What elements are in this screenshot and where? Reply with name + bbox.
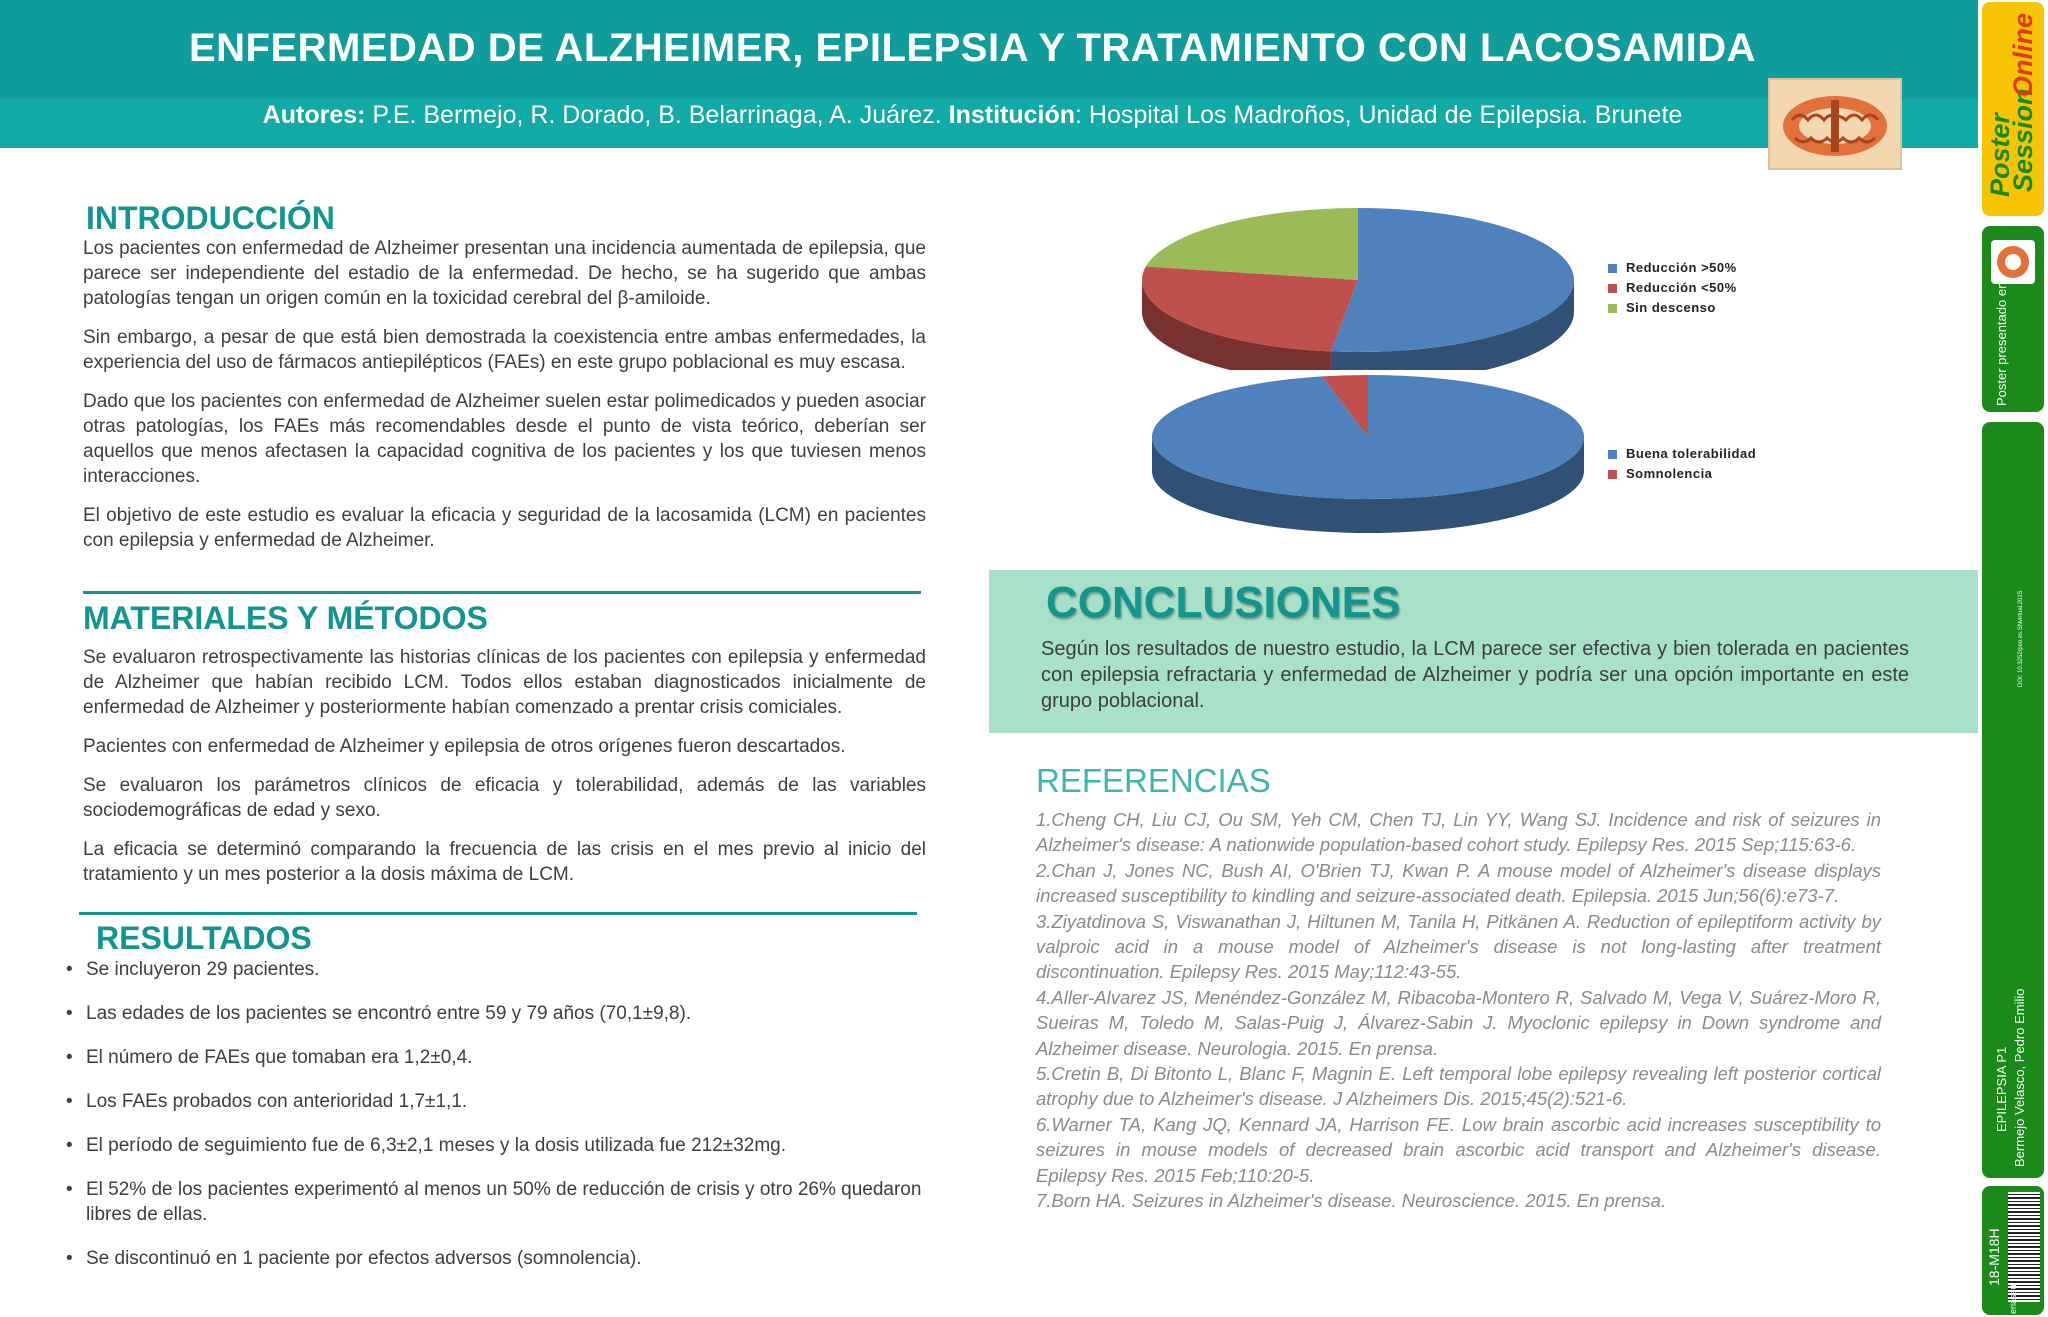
info-panel: [1982, 422, 2044, 1178]
authors-line: [0, 101, 1945, 130]
result-item: • El 52% de los pacientes experimentó al menos un 50% de reducción de crisis y otro 26% quedaron libres de ellas.: [66, 1177, 926, 1227]
pie-efficacy-legend: [1608, 258, 1737, 318]
legend-label: Reducción <50%: [1626, 280, 1737, 295]
legend-item: [1608, 444, 1756, 464]
methods-paragraph: La eficacia se determinó comparando la frecuencia de las crisis en el mes previo al inicio del tratamiento y un mes posterior a la dosis máxima de LCM.: [83, 839, 926, 885]
poster-code: 18-M18H: [1986, 1228, 2002, 1286]
brand-text-poster: Poster: [1985, 112, 2015, 197]
author-label: Bermejo Velasco, Pedro Emilio: [2012, 988, 2027, 1167]
section-divider: [79, 912, 917, 915]
brain-icon: [1770, 80, 1900, 168]
authors-names: P.E. Bermejo, R. Dorado, B. Belarrinaga, A. Juárez.: [365, 101, 949, 129]
poster-session-logo: [1982, 2, 2044, 216]
poster-title: ENFERMEDAD DE ALZHEIMER, EPILEPSIA Y TRATAMIENTO CON LACOSAMIDA: [188, 26, 1757, 70]
legend-swatch: [1608, 284, 1617, 293]
intro-text: [83, 236, 926, 567]
reference-item: 2.Chan J, Jones NC, Bush AI, O'Brien TJ, Kwan P. A mouse model of Alzheimer's disease displays increased susceptibility to kindling and seizure-associated death. Epilepsia. 2015 Jun;56(6):e73-7.: [1036, 859, 1881, 907]
poster-session-sidebar: [1978, 0, 2048, 1317]
methods-text: [83, 645, 926, 901]
intro-heading: INTRODUCCIÓN: [86, 200, 335, 236]
legend-swatch: [1608, 264, 1617, 273]
legend-label: Sin descenso: [1626, 300, 1716, 315]
intro-paragraph: Dado que los pacientes con enfermedad de Alzheimer suelen estar polimedicados y pueden asociar otras patologías, los FAEs más recomendables desde el punto de vista teórico, deberían ser aquellos que menos afectasen la capacidad cognitiva de los pacientes y los que tuviesen menos interacciones.: [83, 391, 926, 487]
legend-item: [1608, 298, 1737, 318]
pie-tolerability-legend: [1608, 444, 1756, 484]
institution-name: : Hospital Los Madroños, Unidad de Epilepsia. Brunete: [1075, 101, 1683, 129]
result-item: • Las edades de los pacientes se encontró entre 59 y 79 años (70,1±9,8).: [66, 1001, 926, 1026]
result-item: • El número de FAEs que tomaban era 1,2±0,4.: [66, 1045, 926, 1070]
results-heading: RESULTADOS: [96, 920, 312, 956]
presented-label: Poster presentado en:: [1994, 278, 2009, 406]
barcode-text: eriaseu: [2008, 1284, 2018, 1314]
reference-item: 5.Cretin B, Di Bitonto L, Blanc F, Magnin E. Left temporal lobe epilepsy revealing left posterior cortical atrophy due to Alzheimer's disease. J Alzheimers Dis. 2015;45(2):521-6.: [1036, 1063, 1881, 1110]
references-list: [1036, 807, 1881, 1214]
methods-paragraph: Se evaluaron los parámetros clínicos de eficacia y tolerabilidad, además de las variables sociodemográficas de edad y sexo.: [83, 775, 926, 821]
legend-item: [1608, 464, 1756, 484]
methods-paragraph: Se evaluaron retrospectivamente las historias clínicas de los pacientes con epilepsia y enfermedad de Alzheimer que habían recibido LCM. Todos ellos estaban diagnosticados inicialmente de enfermedad de Alzheimer y posteriormente habían comenzado a prentar crisis comiciales.: [83, 647, 926, 718]
legend-item: [1608, 258, 1737, 278]
intro-paragraph: El objetivo de este estudio es evaluar la eficacia y seguridad de la lacosamida (LCM) en pacientes con epilepsia y enfermedad de Alzheimer.: [83, 505, 926, 551]
presented-panel: [1982, 226, 2044, 412]
reference-item: 3.Ziyatdinova S, Viswanathan J, Hiltunen M, Tanila H, Pitkänen A. Reduction of epileptiform activity by valproic acid in a mouse model of Alzheimer's disease is not long-lasting after treatment discontinuation. Epilepsy Res. 2015 May;112:43-55.: [1036, 910, 1881, 983]
result-item: • Se discontinuó en 1 paciente por efectos adversos (somnolencia).: [66, 1246, 926, 1271]
conclusions-text: Según los resultados de nuestro estudio, la LCM parece ser efectiva y bien tolerada en pacientes con epilepsia refractaria y enfermedad de Alzheimer y podría ser una opción importante en este grupo poblacional.: [1041, 638, 1909, 712]
result-item: • Se incluyeron 29 pacientes.: [66, 957, 926, 982]
legend-swatch: [1608, 470, 1617, 479]
methods-paragraph: Pacientes con enfermedad de Alzheimer y epilepsia de otros orígenes fueron descartados.: [83, 736, 846, 757]
reference-item: 6.Warner TA, Kang JQ, Kennard JA, Harrison FE. Low brain ascorbic acid increases susceptibility to seizures in mouse models of decreased brain ascorbic acid transport and Alzheimer's disease. Epilepsy Res. 2015 Feb;110:20-5.: [1036, 1113, 1881, 1186]
pie-chart-efficacy: [1130, 200, 1590, 370]
reference-item: 1.Cheng CH, Liu CJ, Ou SM, Yeh CM, Chen TJ, Lin YY, Wang SJ. Incidence and risk of seizures in Alzheimer's disease: A nationwide population-based cohort study. Epilepsy Res. 2015 Sep;115:63-6.: [1036, 809, 1881, 856]
brand-panel: [1982, 2, 2044, 216]
reference-item: 7.Born HA. Seizures in Alzheimer's disease. Neuroscience. 2015. En prensa.: [1036, 1190, 1667, 1212]
legend-label: Somnolencia: [1626, 466, 1713, 481]
brand-text-session: Session: [2008, 88, 2038, 192]
doi-text: DOI: 10.3252/pso.es.SNvirtual.2015: [2018, 590, 2024, 687]
brain-logo: [1768, 78, 1902, 170]
legend-label: Buena tolerabilidad: [1626, 446, 1757, 461]
references-heading: REFERENCIAS: [1036, 762, 1271, 799]
results-list: [66, 957, 926, 1290]
conclusions-heading: CONCLUSIONES: [1046, 578, 1401, 627]
brand-text-online: Online: [2008, 12, 2038, 97]
section-label: EPILEPSIA P1: [1994, 1046, 2009, 1132]
code-panel: [1982, 1186, 2044, 1315]
legend-swatch: [1608, 450, 1617, 459]
result-item: • El período de seguimiento fue de 6,3±2,1 meses y la dosis utilizada fue 212±32mg.: [66, 1133, 926, 1158]
section-divider: [83, 591, 921, 594]
reference-item: 4.Aller-Alvarez JS, Menéndez-González M, Ribacoba-Montero R, Salvado M, Vega V, Suárez-Moro R, Sueiras M, Toledo M, Salas-Puig J, Álvarez-Sabin J. Myoclonic epilepsy in Down syndrome and Alzheimer disease. Neurologia. 2015. En prensa.: [1036, 986, 1881, 1059]
result-item: • Los FAEs probados con anterioridad 1,7±1,1.: [66, 1089, 926, 1114]
legend-item: [1608, 278, 1737, 298]
institution-label: Institución: [948, 101, 1076, 129]
methods-heading: MATERIALES Y MÉTODOS: [83, 600, 488, 636]
legend-label: Reducción >50%: [1626, 260, 1737, 275]
pie-chart-tolerability: [1140, 375, 1600, 545]
authors-label: Autores:: [262, 101, 366, 129]
intro-paragraph: Sin embargo, a pesar de que está bien demostrada la coexistencia entre ambas enfermedades, la experiencia del uso de fármacos antiepilépticos (FAEs) en este grupo poblacional es muy escasa.: [83, 327, 926, 373]
legend-swatch: [1608, 304, 1617, 313]
intro-paragraph: Los pacientes con enfermedad de Alzheimer presentan una incidencia aumentada de epilepsia, que parece ser independiente del estadio de la enfermedad. De hecho, se ha sugerido que ambas patologías tengan un origen común en la toxicidad cerebral del β-amiloide.: [83, 238, 926, 309]
